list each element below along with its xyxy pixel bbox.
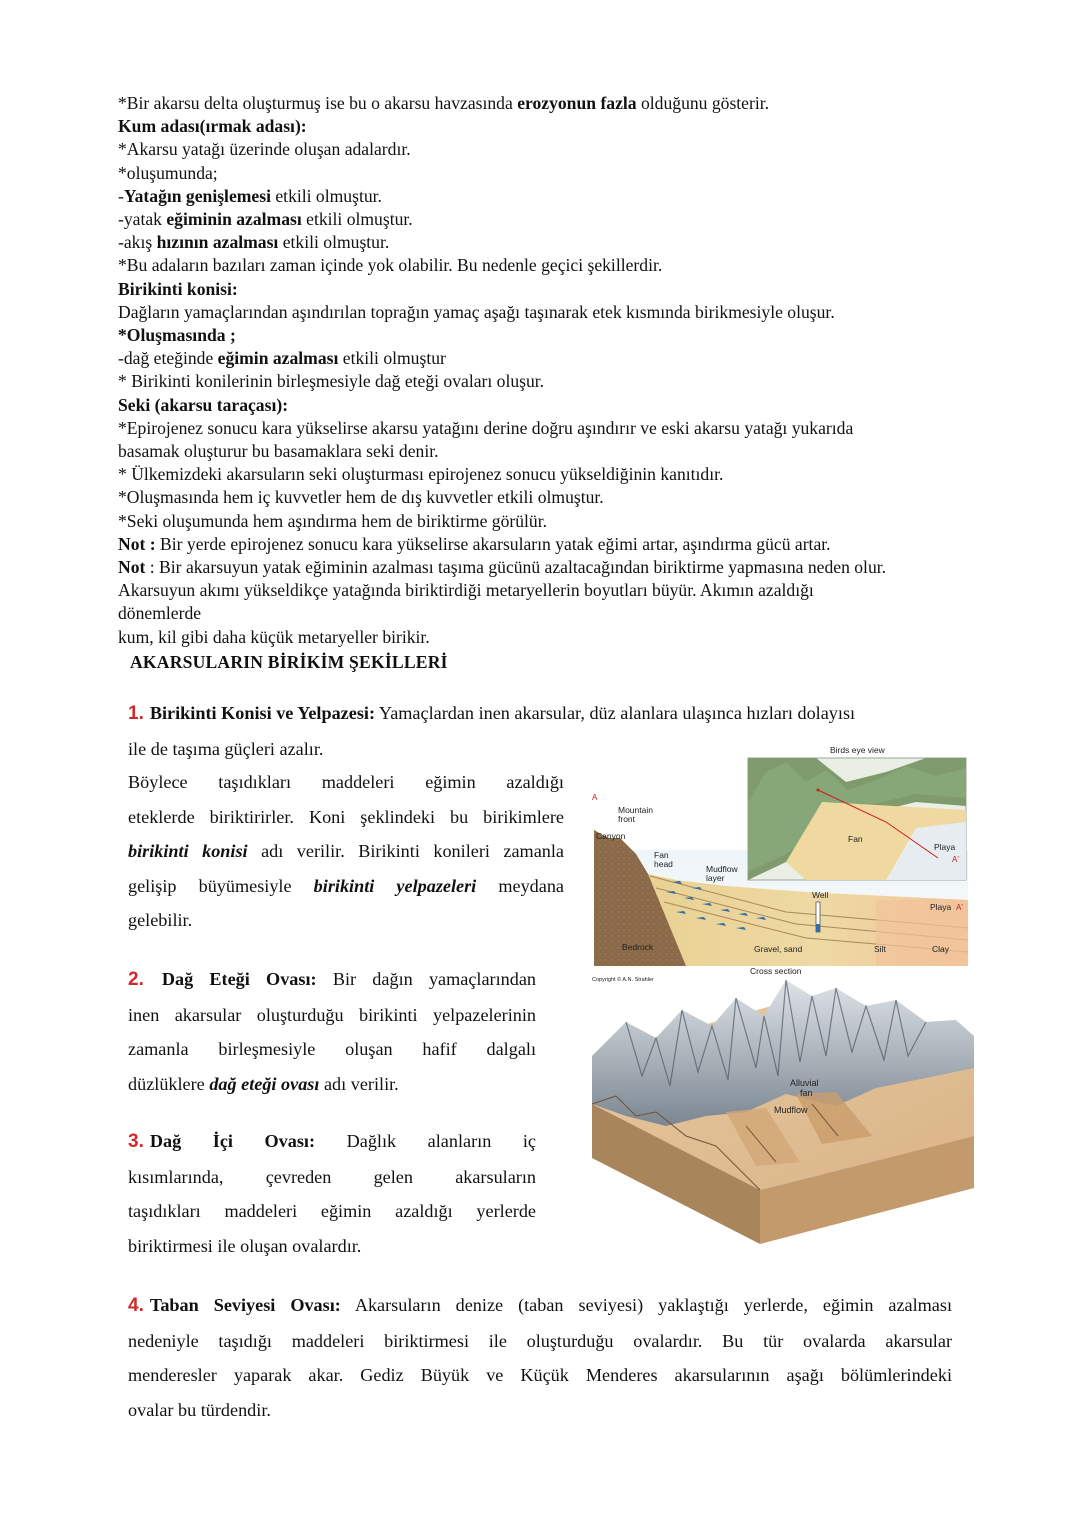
- birds-eye-inset: [748, 758, 966, 880]
- clay-label: Clay: [932, 944, 950, 954]
- text-line: ile de taşıma güçleri azalır.: [128, 738, 324, 759]
- text-line: kum, kil gibi daha küçük metaryeller birikir.: [118, 626, 430, 647]
- section-3: 3. Dağ İçi Ovası: Dağlık alanların iç kısımlarında, çevreden gelen akarsuların taşıdıkları maddeleri eğimin azaldığı yerlerde biriktirmesi ile oluşan ovalardır.: [128, 1124, 536, 1263]
- section-heading: AKARSULARIN BİRİKİM ŞEKİLLERİ: [130, 652, 448, 672]
- delta-note: *Bir akarsu delta oluşturmuş ise bu o akarsu havzasında erozyonun fazla olduğunu gösterir.: [118, 93, 770, 113]
- text-line: Dağların yamaçlarından aşındırılan toprağın yamaç aşağı taşınarak etek kısmında birikmesiyle oluşur.: [118, 301, 835, 322]
- text-line: eteklerde biriktirirler. Koni şeklindeki bu birikimlere: [128, 806, 564, 827]
- text-line: *Seki oluşumunda hem aşındırma hem de biriktirme görülür.: [118, 510, 548, 531]
- fan-head-label-2: head: [654, 859, 673, 869]
- text-line: menderesler yaparak akar. Gediz Büyük ve Küçük Menderes akarsularının aşağı bölümlerindeki: [128, 1365, 952, 1385]
- silt-label: Silt: [874, 944, 886, 954]
- section-title: Birikinti Konisi ve Yelpazesi:: [149, 703, 376, 723]
- text-line: biriktirmesi ile oluşan ovalardır.: [128, 1235, 362, 1256]
- alluvial-fan-label-2: fan: [800, 1088, 813, 1098]
- section-number: 1.: [128, 703, 144, 724]
- note-line: Not : Bir akarsuyun yatak eğiminin azalması taşıma gücünü azaltacağından biriktirme yapmasına neden olur.: [118, 557, 887, 578]
- text-line: birikinti konisi adı verilir. Birikinti konileri zamanla: [128, 841, 564, 861]
- copyright-label: Copyright © A.N. Strahler: [592, 977, 654, 982]
- text-line: *Oluşmasında ;: [118, 325, 236, 346]
- a-prime-marker-2: A': [956, 903, 963, 912]
- birikinti-konisi-heading: Birikinti konisi:: [118, 278, 238, 299]
- text-line: *oluşumunda;: [118, 162, 218, 183]
- text-line: *Oluşmasında hem iç kuvvetler hem de dış kuvvetler etkili olmuştur.: [118, 487, 604, 508]
- playa-label: Playa: [934, 842, 956, 852]
- text-line: Böylece taşıdıkları maddeleri eğimin azaldığı: [128, 772, 564, 792]
- text-line: inen akarsular oluşturduğu birikinti yelpazelerinin: [128, 1004, 536, 1025]
- alluvial-fan-diagram: [586, 742, 972, 982]
- text-line: taşıdıkları maddeleri eğimin azaldığı yerlerde: [128, 1201, 536, 1221]
- text-line: *Epirojenez sonucu kara yükselirse akarsu yatağını derine doğru aşındırır ve eski akarsu yatağı yukarıda: [118, 417, 854, 438]
- mountain-front-label: Mountain: [618, 805, 653, 815]
- text-line: ovalar bu türdendir.: [128, 1399, 271, 1420]
- text-line: * Ülkemizdeki akarsuların seki oluşturması epirojenez sonucu yükseldiğinin kanıtıdır.: [118, 464, 724, 485]
- section-number: 3.: [128, 1131, 144, 1152]
- mudflow-layer-label-2: layer: [706, 873, 725, 883]
- text-line: dönemlerde: [118, 603, 202, 624]
- section-1-body: [128, 765, 564, 938]
- section-1-intro: 1. Birikinti Konisi ve Yelpazesi: Yamaçlardan inen akarsular, düz alanlara ulaşınca hızları dolayısı ile de taşıma güçleri azalır.: [128, 696, 952, 766]
- kum-adasi-heading: Kum adası(ırmak adası):: [118, 116, 307, 137]
- fan-head-label: Fan: [654, 850, 669, 860]
- cross-section-label: Cross section: [750, 966, 802, 976]
- section-title: Taban Seviyesi Ovası:: [149, 1295, 341, 1315]
- bedrock-label: Bedrock: [622, 942, 654, 952]
- text-line: *Bu adaların bazıları zaman içinde yok olabilir. Bu nedenle geçici şekillerdir.: [118, 255, 663, 276]
- well-label: Well: [812, 890, 829, 900]
- a-prime-marker: A': [952, 855, 959, 864]
- text-line: -akış hızının azalması etkili olmuştur.: [118, 232, 390, 253]
- section-4: 4. Taban Seviyesi Ovası: Akarsuların denize (taban seviyesi) yaklaştığı yerlerde, eğimin azalması nedeniyle taşıdığı maddeleri biriktirmesi ile oluşturduğu ovalardır. Bu tür ovalarda akarsular menderesler yaparak akar. Gediz Büyük ve Küçük Menderes akarsularının aşağı bölümlerindeki ovalar bu türdendir.: [128, 1288, 952, 1427]
- a-marker: A: [592, 793, 598, 802]
- text-line: Akarsuyun akımı yükseldikçe yatağında biriktirdiği metaryellerin boyutları büyür. Akımın azaldığı: [118, 580, 814, 601]
- text-line: nedeniyle taşıdığı maddeleri biriktirmesi ile oluşturduğu ovalardır. Bu tür ovalarda akarsular: [128, 1330, 952, 1351]
- text-line: düzlüklere dağ eteği ovası adı verilir.: [128, 1073, 399, 1094]
- note-line: Not : Bir yerde epirojenez sonucu kara yükselirse akarsuların yatak eğimi artar, aşındırma gücü artar.: [118, 533, 831, 554]
- seki-heading: Seki (akarsu taraçası):: [118, 394, 289, 415]
- text-line: *Akarsu yatağı üzerinde oluşan adalardır.: [118, 139, 411, 160]
- mudflow-label: Mudflow: [774, 1105, 808, 1115]
- text-line: gelebilir.: [128, 910, 193, 930]
- playa-cross-label: Playa: [930, 902, 952, 912]
- alluvial-fan-label: Alluvial: [790, 1078, 819, 1088]
- section-title: Dağ İçi Ovası:: [149, 1131, 316, 1151]
- notes-block: [118, 92, 1018, 649]
- text-line: basamak oluşturur bu basamaklara seki denir.: [118, 441, 439, 462]
- section-number: 4.: [128, 1295, 144, 1316]
- section-2: 2. Dağ Eteği Ovası: Bir dağın yamaçlarından inen akarsular oluşturduğu birikinti yelpazelerinin zamanla birleşmesiyle oluşan hafif dalgalı düzlüklere dağ eteği ovası adı verilir.: [128, 962, 536, 1101]
- text-line: -Yatağın genişlemesi etkili olmuştur.: [118, 185, 382, 206]
- gravel-sand-label: Gravel, sand: [754, 944, 803, 954]
- section-title: Dağ Eteği Ovası:: [161, 969, 317, 989]
- text-line: -dağ eteğinde eğimin azalması etkili olmuştur: [118, 348, 446, 369]
- text-line: * Birikinti konilerinin birleşmesiyle dağ eteği ovaları oluşur.: [118, 371, 545, 392]
- text-line: kısımlarında, çevreden gelen akarsuların: [128, 1166, 536, 1187]
- mudflow-layer-label: Mudflow: [706, 864, 738, 874]
- text-line: gelişip büyümesiyle birikinti yelpazeleri meydana: [128, 875, 564, 896]
- section-number: 2.: [128, 969, 144, 990]
- fan-label: Fan: [848, 834, 863, 844]
- alluvial-fan-block-diagram: [586, 976, 976, 1246]
- text-line: zamanla birleşmesiyle oluşan hafif dalgalı: [128, 1039, 536, 1059]
- mountain-front-label-2: front: [618, 814, 636, 824]
- text-line: -yatak eğiminin azalması etkili olmuştur.: [118, 209, 413, 230]
- canyon-label: Canyon: [596, 831, 626, 841]
- birds-eye-label: Birds eye view: [830, 745, 885, 755]
